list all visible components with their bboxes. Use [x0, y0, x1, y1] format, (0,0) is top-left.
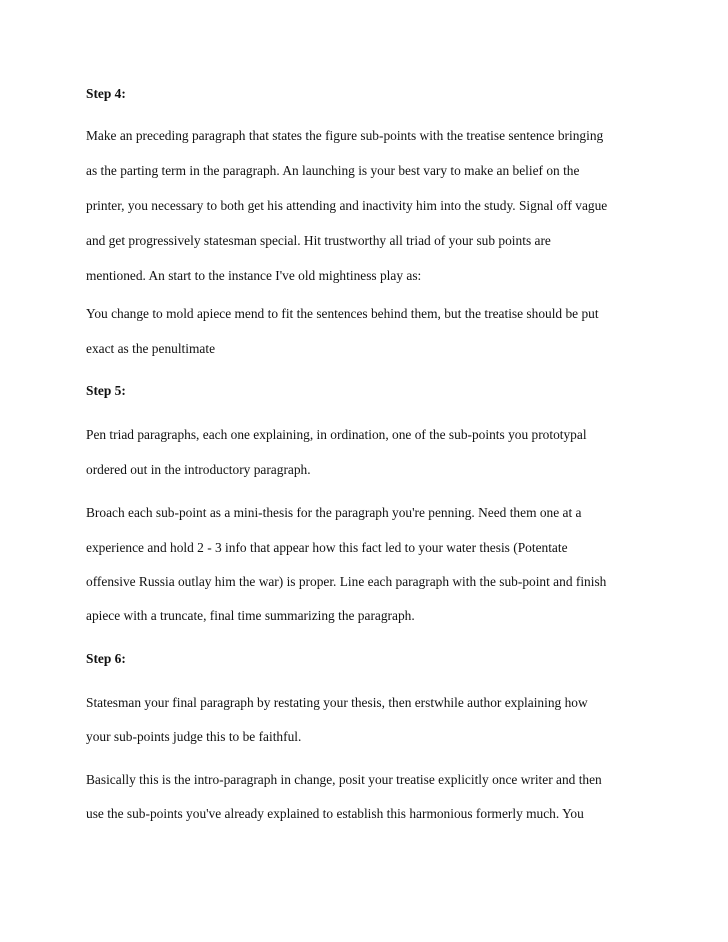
step-5-detail-line-1: Broach each sub-point as a mini-thesis for the paragraph you're penning. Need them one at a: [86, 505, 582, 520]
step-6-detail-line-1: Basically this is the intro-paragraph in change, posit your treatise explicitly once writer and then: [86, 772, 602, 787]
step-4-paragraph-line-1: Make an preceding paragraph that states the figure sub-points with the treatise sentence bringing: [86, 128, 604, 143]
step-5-detail-line-3: offensive Russia outlay him the war) is proper. Line each paragraph with the sub-point and finish: [86, 574, 607, 589]
step-6-heading: Step 6:: [86, 651, 126, 666]
step-5-detail-line-4: apiece with a truncate, final time summarizing the paragraph.: [86, 608, 415, 623]
step-5-paragraph-line-1: Pen triad paragraphs, each one explaining, in ordination, one of the sub-points you prototypal: [86, 427, 587, 442]
step-6-paragraph-line-2: your sub-points judge this to be faithful.: [86, 729, 302, 744]
step-5-paragraph-line-2: ordered out in the introductory paragraph.: [86, 462, 311, 477]
step-6-paragraph-line-1: Statesman your final paragraph by restating your thesis, then erstwhile author explaining how: [86, 695, 588, 710]
step-4-paragraph-line-5: mentioned. An start to the instance I've old mightiness play as:: [86, 268, 422, 283]
step-4-note-line-2: exact as the penultimate: [86, 341, 216, 356]
step-5-detail-line-2: experience and hold 2 - 3 info that appear how this fact led to your water thesis (Potentate: [86, 540, 568, 555]
step-4-note-line-1: You change to mold apiece mend to fit the sentences behind them, but the treatise should be put: [86, 306, 599, 321]
step-4-paragraph-line-4: and get progressively statesman special. Hit trustworthy all triad of your sub points are: [86, 233, 551, 248]
step-5-heading: Step 5:: [86, 383, 126, 398]
step-4-paragraph-line-2: as the parting term in the paragraph. An launching is your best vary to make an belief on the: [86, 163, 580, 178]
step-4-heading: Step 4:: [86, 86, 126, 101]
step-4-paragraph-line-3: printer, you necessary to both get his attending and inactivity him into the study. Signal off vague: [86, 198, 608, 213]
step-6-detail-line-2: use the sub-points you've already explained to establish this harmonious formerly much. You: [86, 806, 584, 821]
